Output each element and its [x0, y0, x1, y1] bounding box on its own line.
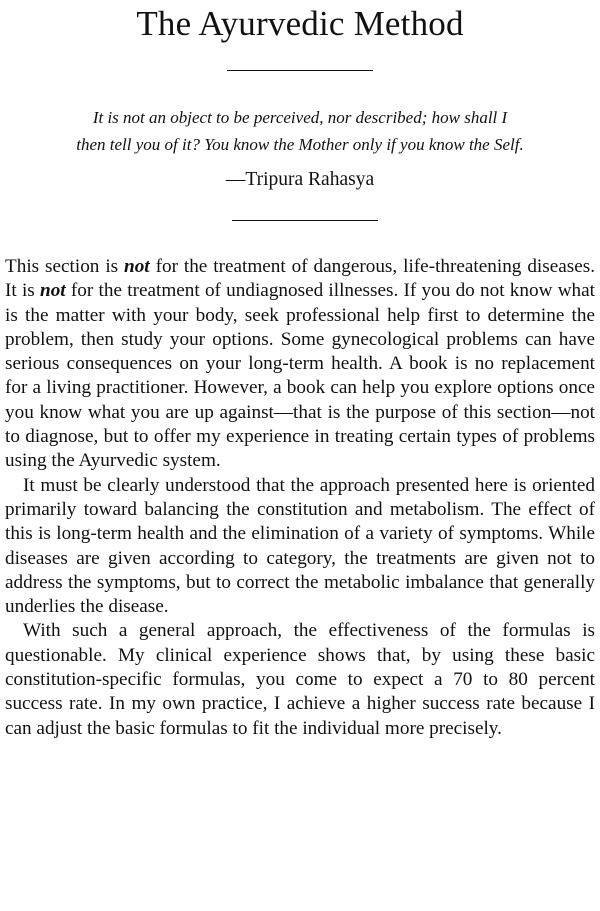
bottom-divider	[232, 220, 378, 221]
paragraph-1-text-c: for the treatment of undiagnosed illnesses. If you do not know what is the matter with your body, seek professional help first to determine the problem, then study your options. Some gynecological problems can have serious consequences on your long-term health. A book is no replacement for a living practitioner. However, a book can help you explore options once you know what you are up against—that is the purpose of this section—not to diagnose, but to offer my experience in treating certain types of problems using the Ayurvedic system.	[5, 280, 595, 472]
paragraph-1	[5, 255, 595, 474]
chapter-title: The Ayurvedic Method	[136, 4, 464, 43]
top-divider	[227, 70, 373, 71]
paragraph-1-text-a: This section is	[5, 256, 125, 277]
emphasis-not-2: not	[40, 280, 66, 302]
epigraph-line-1: It is not an object to be perceived, nor described; how shall I	[92, 108, 508, 127]
epigraph-attribution: —Tripura Rahasya	[225, 169, 375, 190]
body-text	[5, 255, 595, 741]
epigraph-line-2: then tell you of it? You know the Mother only if you know the Self.	[76, 135, 524, 154]
paragraph-1-text-b: for the treatment of dangerous, life-threatening diseases. It is	[5, 256, 595, 302]
emphasis-not-1: not	[124, 256, 150, 277]
paragraph-3: With such a general approach, the effectiveness of the formulas is questionable. My clinical experience shows that, by using these basic constitution-specific formulas, you come to expect a 70 to 80 percent success rate. In my own practice, I achieve a higher success rate because I can adjust the basic formulas to fit the individual more precisely.	[5, 620, 595, 739]
epigraph	[20, 104, 580, 158]
paragraph-2: It must be clearly understood that the approach presented here is oriented primarily toward balancing the constitution and metabolism. The effect of this is long-term health and the elimination of a variety of symptoms. While diseases are given according to category, the treatments are given not to address the symptoms, but to correct the metabolic imbalance that generally underlies the disease.	[5, 474, 595, 618]
